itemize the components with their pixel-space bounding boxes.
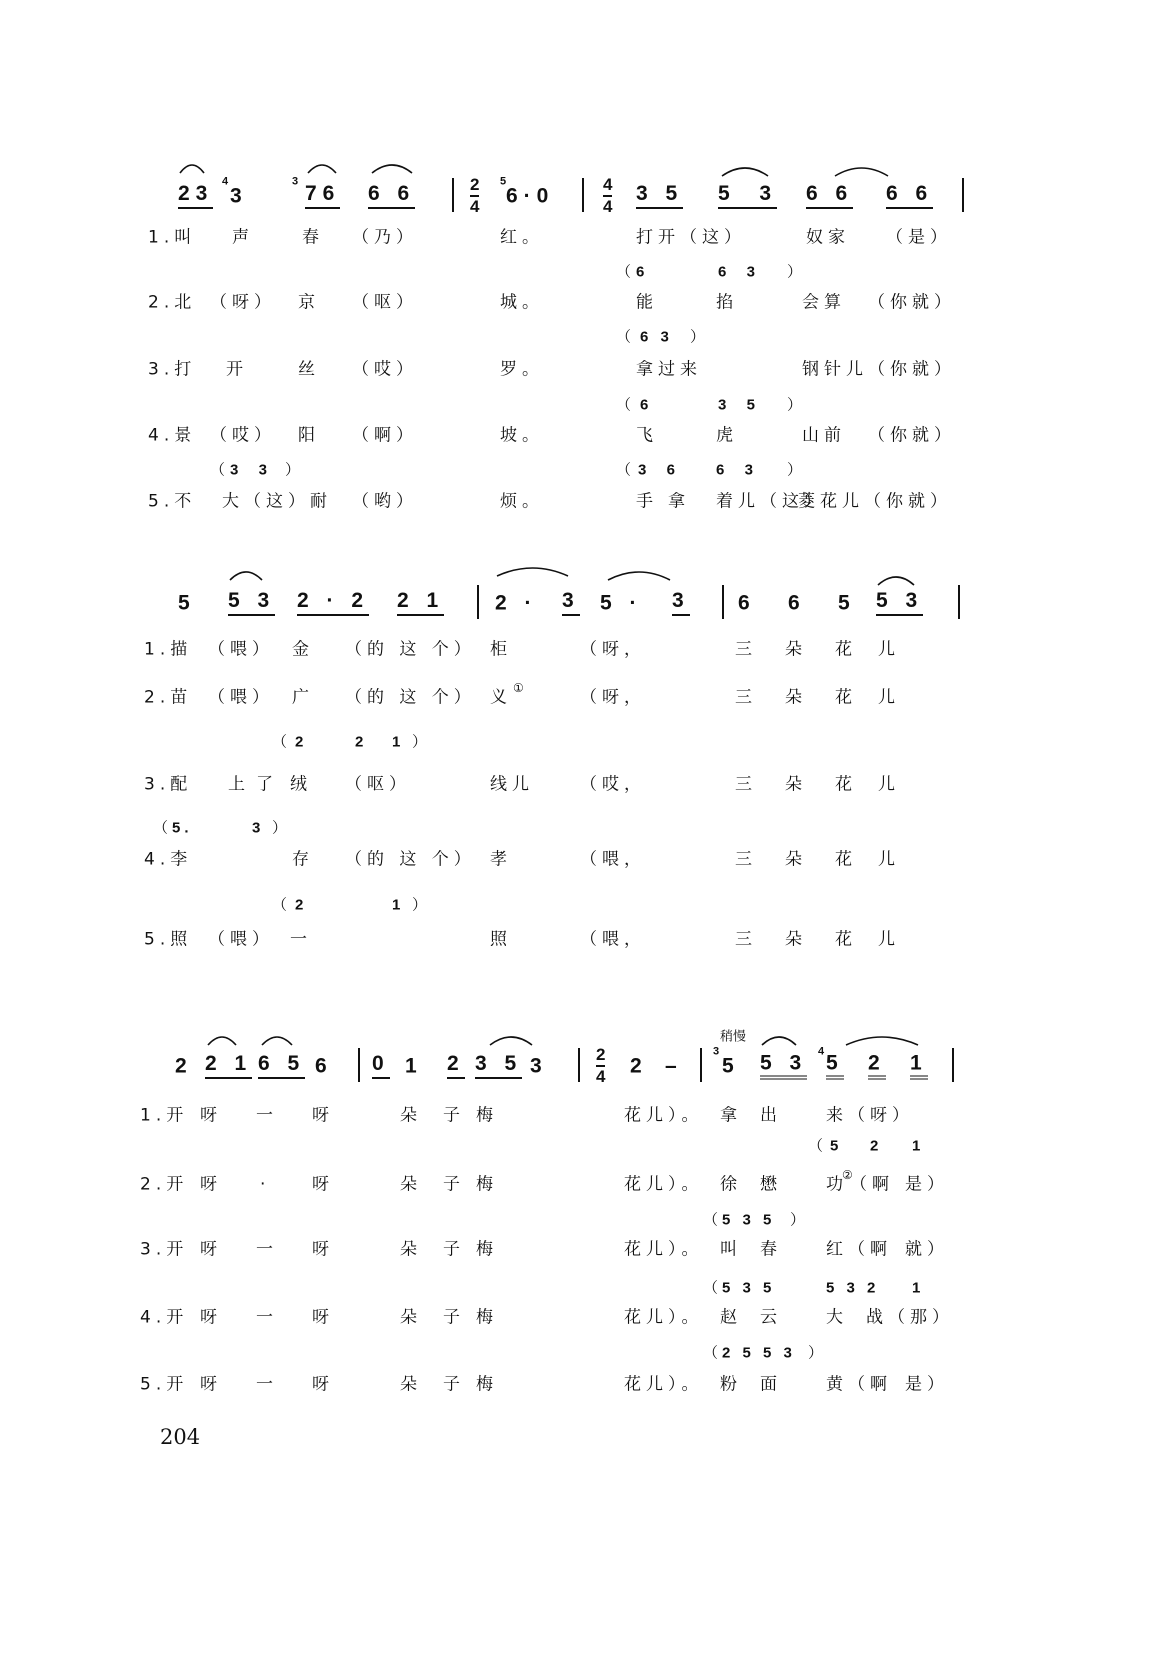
lyric-segment: 朵	[400, 1374, 422, 1395]
lyric-segment: （呕）	[345, 774, 411, 795]
lyric-segment: 声	[232, 227, 254, 248]
parenthesis: （	[272, 896, 292, 914]
lyric-segment: 飞	[636, 425, 658, 446]
accompaniment-note: 1	[912, 1279, 925, 1297]
time-signature	[470, 175, 479, 217]
grace-note: 3	[292, 175, 299, 188]
lyric-segment: 梅	[476, 1307, 498, 1328]
lyric-segment: 朵	[785, 774, 807, 795]
note: 6·0	[506, 184, 555, 208]
lyric-segment: 儿	[878, 849, 900, 870]
parenthesis: ）	[787, 461, 807, 479]
lyric-segment: 3.配	[144, 774, 193, 795]
slur-arc	[308, 165, 336, 173]
lyric-segment: 子	[443, 1307, 465, 1328]
note: 2	[447, 1053, 465, 1079]
slur-arc	[846, 1037, 918, 1045]
lyric-segment: 1.开	[140, 1105, 189, 1126]
lyric-segment: 能	[636, 292, 658, 313]
accompaniment-note: 5 3 2	[826, 1279, 880, 1297]
lyric-segment: （的 这 个）	[345, 639, 476, 660]
lyric-segment: 面	[760, 1374, 782, 1395]
lyric-segment: 云	[760, 1307, 782, 1328]
grace-note: 4	[818, 1045, 825, 1058]
barline	[700, 1048, 702, 1082]
note: 76	[305, 183, 340, 209]
lyric-segment: 虎	[716, 425, 738, 446]
lyric-segment: 了	[256, 774, 278, 795]
lyric-segment: 一	[256, 1307, 278, 1328]
lyric-segment: 存	[292, 849, 314, 870]
note: 3 5	[475, 1053, 522, 1079]
note: 2	[868, 1053, 886, 1080]
note: 5 3	[718, 183, 777, 209]
tempo-marking: 稍慢	[720, 1029, 747, 1045]
note: 6 5	[258, 1053, 305, 1079]
note: 6	[788, 591, 806, 615]
lyric-segment: 1.叫	[148, 227, 197, 248]
slur-arc	[835, 168, 888, 176]
lyric-segment: （哎）	[210, 425, 276, 446]
accompaniment-note: 6 3	[640, 328, 673, 346]
lyric-segment: 战（那）	[866, 1307, 954, 1328]
note: 3	[562, 590, 580, 616]
lyric-segment: 春	[760, 1239, 782, 1260]
lyric-segment: 粉	[720, 1374, 742, 1395]
note: 2 1	[205, 1053, 252, 1079]
parenthesis: （	[616, 328, 636, 346]
lyric-segment: 是）	[905, 1374, 949, 1395]
note: 6 6	[886, 183, 933, 209]
lyric-segment: 朵	[785, 639, 807, 660]
accompaniment-note: 5	[830, 1137, 843, 1155]
lyric-segment: 呀	[312, 1174, 334, 1195]
lyric-segment: 一	[256, 1239, 278, 1260]
note: 3	[230, 184, 248, 208]
lyric-segment: 呀	[312, 1374, 334, 1395]
note: 3	[530, 1054, 548, 1078]
note: 6 6	[806, 183, 853, 209]
lyric-segment: 花	[835, 774, 857, 795]
parenthesis: （	[153, 819, 173, 837]
parenthesis: （	[703, 1344, 723, 1362]
parenthesis: ）	[690, 328, 710, 346]
lyric-segment: 三	[735, 774, 757, 795]
parenthesis: （	[210, 461, 230, 479]
page-number: 204	[160, 1425, 201, 1449]
accompaniment-note: 3	[252, 819, 265, 837]
lyric-segment: 丝	[298, 359, 320, 380]
lyric-segment: 三	[735, 849, 757, 870]
lyric-segment: 子	[443, 1374, 465, 1395]
note: 5	[826, 1053, 844, 1080]
parenthesis: ）	[272, 819, 292, 837]
lyric-segment: 梅	[476, 1374, 498, 1395]
lyric-segment: 5.不	[148, 491, 197, 512]
note: 5	[838, 591, 856, 615]
lyric-segment: 梅	[476, 1174, 498, 1195]
lyric-segment: 花	[835, 929, 857, 950]
note: 2 · 2	[297, 590, 369, 616]
barline	[452, 178, 454, 212]
lyric-segment: 拿	[720, 1105, 742, 1126]
lyric-segment: 一	[290, 929, 312, 950]
lyric-segment: 会算	[802, 292, 846, 313]
slur-arc	[230, 572, 262, 580]
footnote-marker: ②	[842, 1168, 853, 1182]
lyric-segment: 朵	[785, 687, 807, 708]
lyric-segment: 子	[443, 1174, 465, 1195]
lyric-segment: （呀，	[580, 639, 646, 660]
lyric-segment: 儿	[878, 929, 900, 950]
slur-arc	[608, 572, 670, 580]
lyric-segment: 线儿	[490, 774, 534, 795]
lyric-segment: （呀）	[210, 292, 276, 313]
time-signature	[596, 1045, 605, 1087]
lyric-segment: 3.开	[140, 1239, 189, 1260]
lyric-segment: 呀	[312, 1307, 334, 1328]
lyric-segment: 大（这）耐	[222, 491, 332, 512]
grace-note: 5	[500, 175, 507, 188]
lyric-segment: 菱花儿（你就）	[798, 491, 952, 512]
lyric-segment: 一	[256, 1374, 278, 1395]
time-signature-denominator: 4	[603, 197, 613, 216]
accompaniment-note: 2	[870, 1137, 883, 1155]
lyric-segment: 京	[298, 292, 320, 313]
accompaniment-note: 2	[295, 733, 308, 751]
lyric-segment: 掐	[716, 292, 738, 313]
lyric-segment: 儿	[878, 639, 900, 660]
lyric-segment: （喂）	[208, 639, 274, 660]
lyric-segment: （你就）	[868, 292, 956, 313]
time-signature-numerator: 2	[470, 175, 479, 197]
lyric-segment: 2.苗	[144, 687, 193, 708]
accompaniment-note: 5 3 5	[722, 1279, 776, 1297]
barline	[358, 1048, 360, 1082]
lyric-segment: 2.北	[148, 292, 197, 313]
barline	[958, 585, 960, 619]
lyric-segment: 呀	[312, 1105, 334, 1126]
accompaniment-note: 5.	[172, 819, 193, 837]
barline	[477, 585, 479, 619]
parenthesis: （	[808, 1137, 828, 1155]
lyric-segment: 子	[443, 1105, 465, 1126]
lyric-segment: （呀，	[580, 687, 646, 708]
note: 5 3	[760, 1053, 807, 1080]
lyric-segment: 花	[835, 687, 857, 708]
lyric-segment: 花	[835, 849, 857, 870]
parenthesis: （	[703, 1279, 723, 1297]
lyric-segment: 拿过来	[636, 359, 702, 380]
time-signature-denominator: 4	[596, 1067, 606, 1086]
note: 23	[178, 183, 213, 209]
barline	[962, 178, 964, 212]
lyric-segment: 梅	[476, 1239, 498, 1260]
time-signature	[603, 175, 612, 217]
accompaniment-note: 2	[355, 733, 368, 751]
lyric-segment: 功	[826, 1174, 848, 1195]
lyric-segment: （喂）	[208, 687, 274, 708]
lyric-segment: （啊）	[352, 425, 418, 446]
slur-arc	[180, 165, 204, 173]
lyric-segment: 徐	[720, 1174, 742, 1195]
accompaniment-note: 1	[392, 733, 405, 751]
note: 6	[738, 591, 756, 615]
lyric-segment: 5.照	[144, 929, 193, 950]
lyric-segment: 来（呀）	[826, 1105, 914, 1126]
lyric-segment: 开	[226, 359, 248, 380]
accompaniment-note: 5 3 5	[722, 1211, 776, 1229]
lyric-segment: 花	[835, 639, 857, 660]
lyric-segment: 大	[826, 1307, 848, 1328]
lyric-segment: （哎，	[580, 774, 646, 795]
lyric-segment: 出	[760, 1105, 782, 1126]
slur-arc	[262, 1037, 292, 1045]
barline	[722, 585, 724, 619]
time-signature-numerator: 4	[603, 175, 612, 197]
lyric-segment: 阳	[298, 425, 320, 446]
parenthesis: ）	[790, 1211, 810, 1229]
barline	[578, 1048, 580, 1082]
accompaniment-note: 6 3	[716, 461, 758, 479]
slur-arc	[490, 1037, 532, 1045]
grace-note: 3	[713, 1045, 720, 1058]
note: 2	[175, 1054, 193, 1078]
lyric-segment: 义	[490, 687, 512, 708]
lyric-segment: （的 这 个）	[345, 849, 476, 870]
note: 2 1	[397, 590, 444, 616]
slur-arc	[497, 568, 568, 576]
lyric-segment: 花儿）。	[624, 1239, 704, 1260]
lyric-segment: 懋	[760, 1174, 782, 1195]
lyric-segment: （哟）	[352, 491, 418, 512]
accompaniment-note: 6	[636, 263, 649, 281]
lyric-segment: 花儿）。	[624, 1307, 704, 1328]
lyric-segment: 呀	[200, 1307, 222, 1328]
time-signature-denominator: 4	[470, 197, 480, 216]
lyric-segment: 红（啊	[826, 1239, 892, 1260]
parenthesis: （	[616, 263, 636, 281]
lyric-segment: （乃）	[352, 227, 418, 248]
accompaniment-note: 3 6	[638, 461, 680, 479]
lyric-segment: 1.描	[144, 639, 193, 660]
parenthesis: ）	[412, 896, 432, 914]
slur-arc	[208, 1037, 236, 1045]
accompaniment-note: 6	[640, 396, 653, 414]
barline	[582, 178, 584, 212]
lyric-segment: 儿	[878, 687, 900, 708]
lyric-segment: 呀	[200, 1105, 222, 1126]
lyric-segment: 子	[443, 1239, 465, 1260]
lyric-segment: 朵	[400, 1174, 422, 1195]
barline	[952, 1048, 954, 1082]
lyric-segment: 4.开	[140, 1307, 189, 1328]
lyric-segment: 是）	[905, 1174, 949, 1195]
lyric-segment: 广	[292, 687, 314, 708]
accompaniment-note: 1	[392, 896, 405, 914]
lyric-segment: 坡。	[500, 425, 544, 446]
lyric-segment: （是）	[886, 227, 952, 248]
lyric-segment: 朵	[785, 849, 807, 870]
lyric-segment: 上	[228, 774, 250, 795]
parenthesis: ）	[787, 396, 807, 414]
accompaniment-note: 3 5	[718, 396, 760, 414]
time-signature-numerator: 2	[596, 1045, 605, 1067]
accompaniment-note: 1	[912, 1137, 925, 1155]
parenthesis: （	[616, 396, 636, 414]
slur-arc	[372, 165, 412, 173]
lyric-segment: 就）	[905, 1239, 949, 1260]
slur-arc	[722, 168, 768, 176]
lyric-segment: 2.开	[140, 1174, 189, 1195]
lyric-segment: 三	[735, 687, 757, 708]
lyric-segment: ·	[260, 1174, 271, 1195]
slur-arc	[878, 577, 914, 585]
lyric-segment: 钢针儿（你就）	[802, 359, 956, 380]
note: 5 3	[876, 590, 923, 616]
lyric-segment: 拿	[668, 491, 690, 512]
note: 6 6	[368, 183, 415, 209]
note: 0	[372, 1053, 390, 1079]
grace-note: 4	[222, 175, 229, 188]
note: –	[665, 1054, 683, 1078]
parenthesis: ）	[787, 263, 807, 281]
footnote-marker: ①	[513, 681, 524, 695]
lyric-segment: 呀	[200, 1374, 222, 1395]
parenthesis: （	[272, 733, 292, 751]
lyric-segment: 烦。	[500, 491, 544, 512]
note: 5 3	[228, 590, 275, 616]
note: 5 ·	[600, 591, 643, 615]
accompaniment-note: 6 3	[718, 263, 760, 281]
note: 2 ·	[495, 591, 538, 615]
lyric-segment: 一	[256, 1105, 278, 1126]
lyric-segment: 城。	[500, 292, 544, 313]
slur-arc	[762, 1037, 796, 1045]
lyric-segment: 呀	[312, 1239, 334, 1260]
lyric-segment: 奴家	[806, 227, 850, 248]
parenthesis: （	[616, 461, 636, 479]
note: 2	[630, 1054, 648, 1078]
lyric-segment: 金	[292, 639, 314, 660]
lyric-segment: 打开（这）	[636, 227, 746, 248]
lyric-segment: 朵	[400, 1105, 422, 1126]
lyric-segment: （你就）	[868, 425, 956, 446]
note: 3	[672, 590, 690, 616]
lyric-segment: 柜	[490, 639, 512, 660]
lyric-segment: 红。	[500, 227, 544, 248]
lyric-segment: 绒	[290, 774, 312, 795]
note: 1	[910, 1053, 928, 1080]
accompaniment-note: 2	[295, 896, 308, 914]
note: 5	[178, 591, 196, 615]
lyric-segment: 山前	[802, 425, 846, 446]
note: 5	[722, 1054, 740, 1078]
parenthesis: （	[703, 1211, 723, 1229]
lyric-segment: 三	[735, 929, 757, 950]
lyric-segment: 3.打	[148, 359, 197, 380]
parenthesis: ）	[285, 461, 305, 479]
lyric-segment: 5.开	[140, 1374, 189, 1395]
lyric-segment: 花儿）。	[624, 1174, 704, 1195]
lyric-segment: 照	[490, 929, 512, 950]
lyric-segment: 手	[636, 491, 658, 512]
lyric-segment: 朵	[785, 929, 807, 950]
lyric-segment: （的 这 个）	[345, 687, 476, 708]
lyric-segment: 赵	[720, 1307, 742, 1328]
lyric-segment: 花儿）。	[624, 1374, 704, 1395]
lyric-segment: 孝	[490, 849, 512, 870]
lyric-segment: （喂，	[580, 849, 646, 870]
lyric-segment: 朵	[400, 1239, 422, 1260]
lyric-segment: （哎）	[352, 359, 418, 380]
note: 3 5	[636, 183, 683, 209]
lyric-segment: （喂）	[208, 929, 274, 950]
lyric-segment: 4.李	[144, 849, 193, 870]
lyric-segment: 4.景	[148, 425, 197, 446]
lyric-segment: 儿	[878, 774, 900, 795]
parenthesis: ）	[808, 1344, 828, 1362]
lyric-segment: 叫	[720, 1239, 742, 1260]
lyric-segment: （喂，	[580, 929, 646, 950]
lyric-segment: 呀	[200, 1239, 222, 1260]
note: 1	[405, 1054, 423, 1078]
lyric-segment: 梅	[476, 1105, 498, 1126]
parenthesis: ）	[412, 733, 432, 751]
accompaniment-note: 3 3	[230, 461, 272, 479]
note: 6	[315, 1054, 333, 1078]
lyric-segment: 花儿）。	[624, 1105, 704, 1126]
lyric-segment: 黄（啊	[826, 1374, 892, 1395]
lyric-segment: 呀	[200, 1174, 222, 1195]
lyric-segment: （呕）	[352, 292, 418, 313]
lyric-segment: 三	[735, 639, 757, 660]
lyric-segment: （啊	[850, 1174, 894, 1195]
accompaniment-note: 2 5 5 3	[722, 1344, 796, 1362]
lyric-segment: 春	[302, 227, 324, 248]
lyric-segment: 朵	[400, 1307, 422, 1328]
lyric-segment: 着儿（这）	[716, 491, 826, 512]
lyric-segment: 罗。	[500, 359, 544, 380]
